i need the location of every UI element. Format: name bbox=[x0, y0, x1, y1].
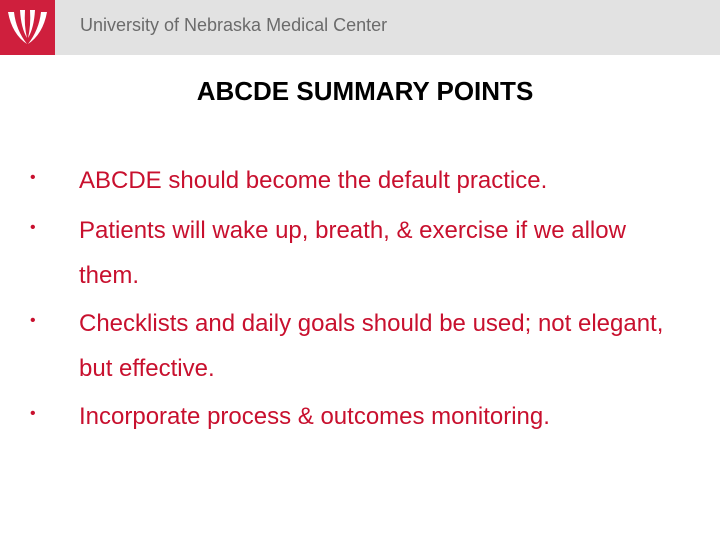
bullet-text: Checklists and daily goals should be used; not elegant, but effective. bbox=[79, 310, 664, 382]
bullet-text: Incorporate process & outcomes monitoring. bbox=[79, 403, 550, 430]
bullet-marker: • bbox=[30, 312, 36, 329]
unmc-logo-icon bbox=[0, 0, 55, 55]
bullet-marker: • bbox=[30, 169, 36, 186]
bullet-text: ABCDE should become the default practice. bbox=[79, 167, 548, 194]
slide-title: ABCDE SUMMARY POINTS bbox=[196, 76, 534, 106]
bullet-marker: • bbox=[30, 219, 36, 236]
bullet-text: Patients will wake up, breath, & exercise if we allow them. bbox=[79, 217, 626, 289]
organization-name: University of Nebraska Medical Center bbox=[80, 15, 388, 35]
bullet-marker: • bbox=[30, 405, 36, 422]
header-bar bbox=[0, 0, 720, 55]
unmc-logo bbox=[0, 0, 55, 55]
